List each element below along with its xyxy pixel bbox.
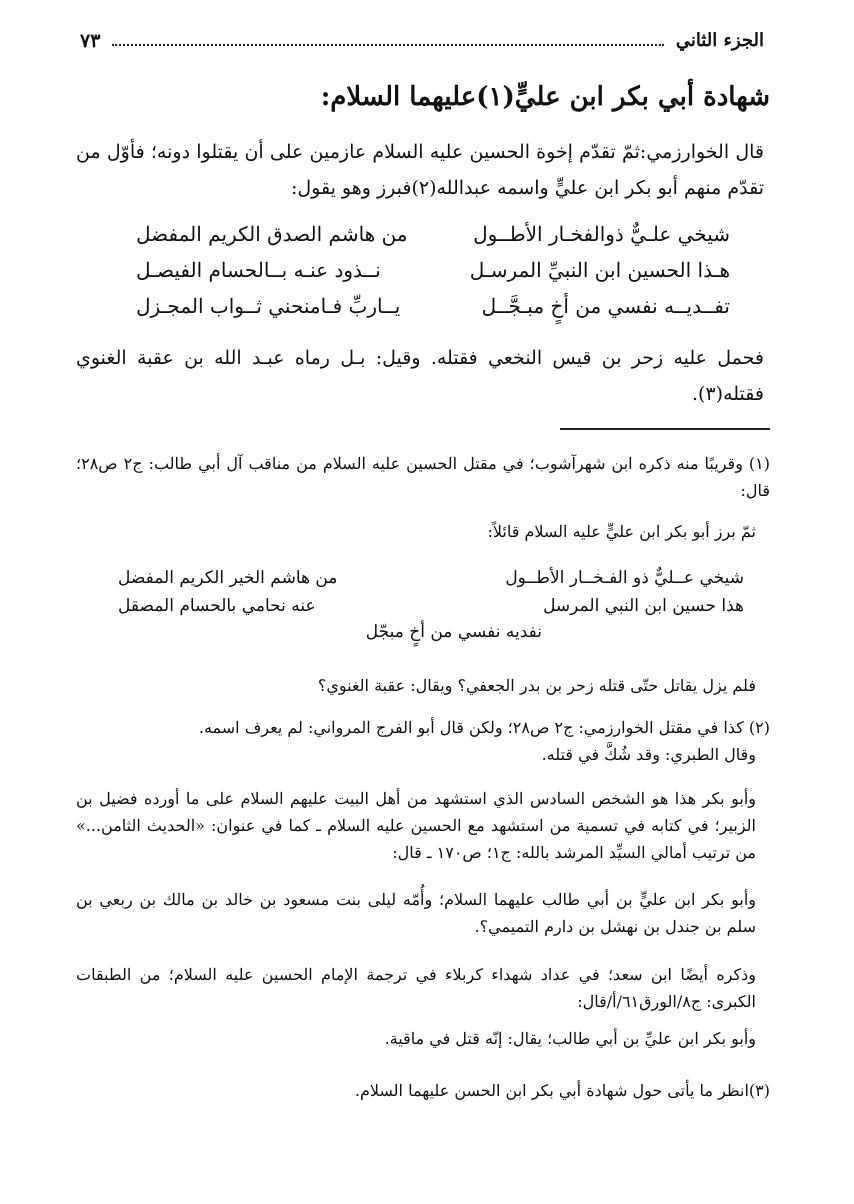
section-title: شهادة أبي بكر ابن عليٍّ(١)عليهما السلام:	[320, 82, 770, 112]
footnote-1-verse-3: نفديه نفسي من أخٍ مبجّل	[365, 622, 542, 642]
verse-1-first: شيخي علـيٌّ ذوالفخـار الأطــول	[473, 222, 730, 246]
footnote-2-paragraph-2: وأبو بكر هذا هو الشخص السادس الذي استشهد من أهل البيت عليهم السلام على ما أورده فضيل بن الزبير؛ في كتابه في تسمية من استشهد مع الحسين عليه السلام ـ كما في عنوان: «الحديث الثامن...» من ترتيب أمالي السيِّد المرشد بالله: ج١؛ ص١٧٠ ـ قال:	[76, 789, 756, 862]
footnote-1-verse-2-first: هذا حسين ابن النبي المرسل	[543, 596, 744, 616]
footnote-1-verse-2-second: عنه نحامي بالحسام المصقل	[118, 596, 316, 616]
body-paragraph-1: قال الخوارزمي:ثمّ تقدّم إخوة الحسين عليه السلام عازمين على أن يقتلوا دونه؛ فأوّل من تقدّم منهم أبو بكر ابن عليٍّ واسمه عبدالله(٢)فبرز وهو يقول:	[76, 141, 764, 199]
footnote-1-quote: ثمّ برز أبو بكر ابن عليٍّ عليه السلام قائلاً:	[487, 522, 756, 541]
footnote-1-intro: (١) وقريبًا منه ذكره ابن شهرآشوب؛ في مقتل الحسين عليه السلام من مناقب آل أبي طالب: ج٢ ص٢٨؛ قال:	[76, 454, 771, 500]
footnote-1-verse-1-second: من هاشم الخير الكريم المفضل	[118, 568, 338, 588]
footnote-2-paragraph-5: وأبو بكر ابن عليِّ بن أبي طالب؛ يقال: إنّه قتل في ماقية.	[384, 1029, 756, 1048]
footnote-2-paragraph-4: وذكره أيضًا ابن سعد؛ في عداد شهداء كربلاء في ترجمة الإمام الحسين عليه السلام؛ من الطبقات الكبرى: ج٨/الورق٦١/أ/قال:	[76, 965, 756, 1011]
footnote-2-line-2: وقال الطبري: وقد شُكَّ في قتله.	[541, 745, 756, 764]
footnote-rule	[560, 428, 770, 430]
verse-2-first: هـذا الحسين ابن النبيِّ المرسـل	[469, 258, 730, 282]
footnote-2-line-1: (٢) كذا في مقتل الخوارزمي: ج٢ ص٢٨؛ ولكن قال أبو الفرج المرواني: لم يعرف اسمه.	[198, 718, 770, 737]
footnote-1-verse-1-first: شيخي عــليٌّ ذو الفـخــار الأطــول	[505, 568, 744, 588]
page-number: ٧٣	[80, 30, 101, 52]
footnote-3: (٣)انظر ما يأتى حول شهادة أبي بكر ابن الحسن عليهما السلام.	[354, 1081, 770, 1100]
body-paragraph-2: فحمل عليه زحر بن قيس النخعي فقتله. وقيل: بـل رماه عبـد الله بن عقبة الغنوي فقتله(٣).	[76, 347, 764, 405]
verse-3-first: تفــديــه نفسي من أخٍ مبـجَّــل	[481, 294, 730, 318]
verse-3-second: يــاربِّ فـامنحني ثــواب المجـزل	[136, 294, 401, 318]
footnote-1-end: فلم يزل يقاتل حتّى قتله زحر بن بدر الجعفي؟ ويقال: عقبة الغنوي؟	[317, 676, 756, 695]
running-title: الجزء الثاني	[675, 30, 764, 51]
verse-1-second: من هاشم الصدق الكريم المفضل	[136, 222, 408, 246]
footnote-2-paragraph-3: وأبو بكر ابن عليٍّ بن أبي طالب عليهما السلام؛ وأُمّه ليلى بنت مسعود بن خالد بن مالك بن ربعي بن سلم بن جندل بن نهشل بن دارم التميمي؟.	[76, 890, 756, 936]
verse-2-second: نــذود عنـه بــالحسام الفيصـل	[136, 258, 381, 282]
header-dot-leader	[112, 44, 664, 46]
